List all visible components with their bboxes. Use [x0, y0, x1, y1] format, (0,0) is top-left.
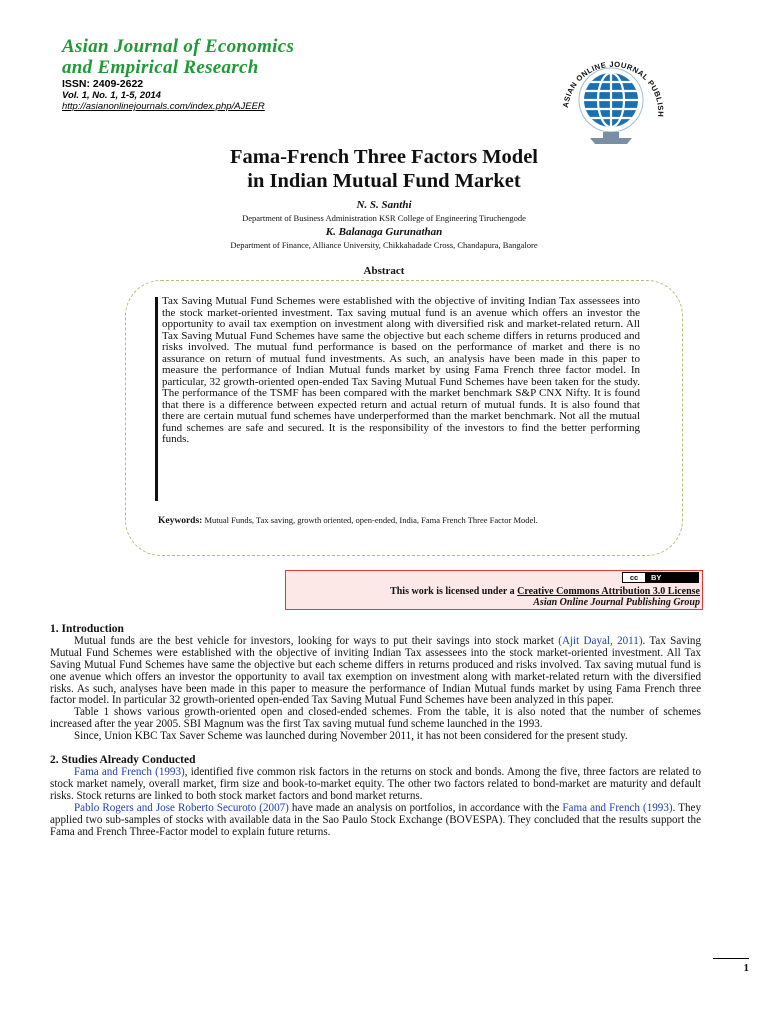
- journal-url-link[interactable]: http://asianonlinejournals.com/index.php/AJEER: [62, 101, 265, 112]
- intro-paragraph-1: [50, 636, 701, 707]
- studies-p2-text: have made an analysis on portfolios, in accordance with the: [288, 801, 563, 814]
- journal-title: [62, 36, 294, 78]
- logo-ring-text: ASIAN ONLINE JOURNAL PUBLISH: [560, 59, 666, 118]
- journal-title-line1: Asian Journal of Economics: [62, 36, 295, 57]
- license-publisher: Asian Online Journal Publishing Group: [533, 597, 700, 608]
- page-number-rule: [713, 958, 749, 959]
- affiliation-2: Department of Finance, Alliance University, Chikkahadade Cross, Chandapura, Bangalore: [230, 240, 538, 250]
- by-icon: BY: [645, 573, 698, 582]
- intro-p1-start: Mutual funds are the best vehicle for investors, looking for ways to put their savings into stock market: [74, 634, 559, 647]
- abstract-text: Tax Saving Mutual Fund Schemes were established with the objective of inviting Indian Tax assessees into the stock market-oriented investment. Tax saving mutual fund is an avenue which offers an investor the opportunity to avail tax exemption on investment along with diversified risk and market-related return. All Tax Saving Mutual Fund Schemes have same the objective but each scheme differs in returns produced and risks involved. The mutual fund performance is based on the performance of market and there is no assurance on return of mutual fund investments. As such, an analysis have been made in this paper to measure the performance of Indian Mutual funds market by using Fama French three factor model. In particular, 32 growth-oriented open-ended Tax Saving Mutual Fund Schemes have been taken for the study. The performance of the TSMF has been compared with the market benchmark S&P CNX Nifty. It is found that there is a difference between expected return and actual return of mutual funds. It is also found that there are certain mutual fund schemes have underperformed than the market benchmark. Not all the mutual fund schemes are safe and secured. It is the responsibility of the investors to find the better performing funds.: [162, 295, 640, 445]
- affiliation-1: Department of Business Administration KSR College of Engineering Tiruchengode: [242, 213, 526, 223]
- cc-by-badge[interactable]: [622, 572, 699, 583]
- journal-meta: [62, 79, 265, 112]
- volume-info: Vol. 1, No. 1, 1-5, 2014: [62, 90, 161, 101]
- intro-paragraph-3: Since, Union KBC Tax Saver Scheme was launched during November 2011, it has not been considered for the present study.: [74, 730, 628, 743]
- keywords-label: Keywords:: [158, 516, 203, 526]
- abstract-heading: Abstract: [363, 265, 405, 277]
- page-number: 1: [743, 962, 749, 974]
- paper-title-line2: in Indian Mutual Fund Market: [247, 170, 521, 192]
- paper-title: [0, 145, 768, 193]
- studies-p1-text: , identified five common risk factors in the returns on stock and bonds. Among the five, three factors are related to stock market namely, overall market, firm size and book-to-market equity. The other two factors related to bond-market are maturity and default risks. Stock returns are linked to both stock market factors and bond market returns.: [50, 765, 701, 802]
- intro-paragraph-2: Table 1 shows various growth-oriented open and closed-ended schemes. From the table, it is also noted that the number of schemes increased after the year 2005. SBI Magnum was the first Tax saving mutual fund scheme launched in the 1993.: [50, 706, 701, 731]
- issn: ISSN: 2409-2622: [62, 78, 144, 90]
- author-2: K. Balanaga Gurunathan: [325, 226, 443, 238]
- journal-title-line2: and Empirical Research: [62, 57, 259, 78]
- studies-p2-rest: . They applied two sub-samples of stocks with available data in the Sao Paulo Stock Exchange (BOVESPA). They concluded that the results support the Fama and French Three-Factor model to explain future returns.: [50, 801, 702, 838]
- license-prefix: This work is licensed under a: [390, 586, 518, 597]
- studies-paragraph-1: [50, 767, 701, 803]
- abstract-sidebar-rule: [155, 297, 158, 501]
- section-heading-introduction: 1. Introduction: [50, 623, 124, 635]
- license-link[interactable]: Creative Commons Attribution 3.0 License: [517, 586, 700, 597]
- citation-link[interactable]: (Ajit Dayal, 2011): [558, 634, 643, 647]
- cc-icon: cc: [629, 573, 639, 582]
- citation-link[interactable]: Fama and French (1993): [562, 801, 673, 814]
- intro-p1-rest: . Tax Saving Mutual Fund Schemes were established with the objective of inviting Indian Tax assessees into the stock market-oriented investment. All Tax Saving Mutual Fund Schemes have same the objective but each scheme differs in returns produced and risks involved. Tax saving mutual fund is one avenue which offers an investor the opportunity to avail tax exemption on investment along with market-related return with the diversified risks. As such, analyses have been made in this paper to measure the performance of Indian Mutual funds market by using Fama French three factor model. In particular 32 growth-oriented open-ended Tax Saving Mutual Fund Schemes have been analyzed in this paper.: [50, 634, 701, 707]
- studies-paragraph-2: [50, 803, 701, 839]
- main-body: [50, 624, 701, 838]
- paper-title-line1: Fama-French Three Factors Model: [229, 146, 538, 168]
- license-statement: [290, 586, 700, 597]
- section-heading-studies: 2. Studies Already Conducted: [50, 754, 196, 767]
- keywords-list: Mutual Funds, Tax saving, growth oriented, open-ended, India, Fama French Three Factor Model.: [204, 515, 538, 525]
- author-1: N. S. Santhi: [356, 199, 412, 211]
- citation-link[interactable]: Pablo Rogers and Jose Roberto Securoto (2007): [74, 801, 289, 814]
- citation-link[interactable]: Fama and French (1993): [74, 765, 185, 778]
- keywords: [158, 515, 648, 526]
